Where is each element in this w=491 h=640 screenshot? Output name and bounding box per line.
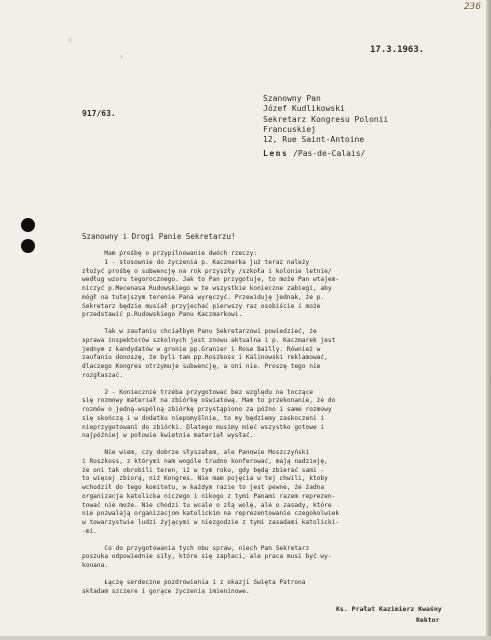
body-line: -mi.	[82, 527, 97, 535]
body-line: Co do przygotowania tych obu spraw, niech Pan Sekretarz	[82, 544, 310, 552]
punch-hole	[21, 239, 35, 253]
recipient-city: Lens	[263, 149, 289, 159]
body-line: Łączę serdeczne pozdrowienia i z okazji Święta Patrona	[82, 578, 306, 586]
body-paragraph	[82, 389, 480, 442]
paragraph-gap	[82, 320, 480, 328]
page-edge-bottom	[0, 636, 491, 640]
recipient-line: 12, Rue Saint-Antoine	[263, 135, 365, 145]
body-paragraph	[82, 545, 480, 571]
paragraph-gap	[82, 381, 480, 389]
paragraph-gap	[82, 537, 480, 545]
page-edge	[486, 0, 491, 640]
body-line: organizacja katolicka niczego i nikogo z tymi Panami razem reprezen-	[82, 492, 336, 500]
recipient-line: Francuskiej	[263, 124, 316, 134]
signature-role: Rektor	[416, 616, 440, 624]
body-line: 1 - stosownie do życzenia p. Kaczmarka już teraz należy	[82, 258, 310, 266]
body-paragraph	[82, 449, 480, 537]
signature-name: Ks. Prałat Kazimierz Kwaśny	[336, 605, 442, 613]
body-line: wchodził do tego komitetu, w każdym razie to jest pewne, że żadna	[82, 484, 325, 491]
body-line: to więcej zbiorą, niż Kongres. Nie mam pojęcia w tej chwili, ktoby	[82, 475, 328, 483]
signature-block	[336, 604, 442, 626]
body-line: Tak w zaufaniu chciałbym Panu Sekretarzowi powiedzieć, że	[82, 328, 317, 335]
body-line: Mam prośbę o przypilnowanie dwóch rzeczy:	[82, 250, 258, 257]
reference-number: 917/63.	[82, 109, 116, 118]
body-line: i Roszkoss, z którymi nam wogóle trudno konferować, mają nadzieję,	[82, 457, 328, 465]
salutation: Szanowny i Drogi Panie Sekretarzu!	[82, 232, 236, 241]
paragraph-gap	[82, 571, 480, 579]
paragraph-gap	[82, 441, 480, 449]
recipient-line: Józef Kudlikowski	[263, 104, 345, 114]
letter-body	[82, 250, 480, 596]
paper-speck	[68, 38, 72, 42]
body-line: jednym z kandydatów w gronie pp.Granier i Rose Bailly. Również w	[82, 345, 321, 353]
body-line: poszuka odpowiednie siły, które się zapłaci, ale praca musi być wy-	[82, 553, 332, 561]
punch-hole	[21, 218, 35, 232]
recipient-line: Szanowny Pan	[263, 94, 321, 103]
body-line: składam szczere i gorące życzenia imieninowe.	[82, 587, 250, 595]
body-line: się rozmowy materiał na zbiórkę oświatową. Mam to przekonanie, że do	[82, 397, 336, 405]
body-line: się skończą i w dodatku niepomyślnie, to my będziemy zaskoczeni i	[82, 414, 325, 422]
recipient-address	[263, 94, 388, 160]
body-paragraph	[82, 250, 480, 320]
recipient-city-line	[263, 149, 388, 159]
body-line: przedstawić p.Rudowskiego Panu Kaczmarkowi.	[82, 311, 243, 319]
body-line: mógł na tutejszym terenie Pana wyręczyć. Przewiduję jednak, że p.	[82, 293, 325, 301]
recipient-line: Sekretarz Kongresu Polonii	[263, 114, 389, 124]
body-line: według wzoru tegorocznego. Jak to Pan przygotuje, to może Pan wtajem-	[82, 276, 340, 284]
body-line: rozgłaszać.	[82, 371, 123, 379]
body-line: rozmów o jedną-wspólną zbiórkę przystąpiono za późno i same rozmowy	[82, 406, 332, 413]
body-line: konana.	[82, 562, 109, 569]
body-line: dlaczego Kongres otrzymuje subwencję, a oni nie. Proszę tego nie	[82, 363, 321, 370]
letter-date: 17.3.1963.	[370, 45, 425, 55]
paper-speck	[120, 55, 123, 58]
body-line: złożyć prośbę o subwencję na rok przyszły /szkoła i kolonie letnie/	[82, 267, 332, 275]
body-line: sprawa inspektorów szkolnych jest znowu aktualna i p. Kaczmarek jest	[82, 336, 336, 344]
body-line: nie pozwalają organizacjom katolickim na reprezentowanie czegokolwiek	[82, 510, 340, 518]
body-line: że oni tak obrobili teren, iż w tym roku, gdy będą zbierać sami -	[82, 466, 325, 474]
body-line: w towarzystwie ludzi żyjącymi w niezgodzie z tymi zasadami katolicki-	[82, 519, 340, 526]
recipient-department: /Pas-de-Calais/	[293, 149, 366, 159]
body-line: tować nie może. Nie chodzi tu wcale o złą wolę, ale o zasady, które	[82, 501, 332, 509]
archive-page-number: 236	[463, 2, 481, 12]
body-line: zaufaniu donoszę, że byli tam pp.Roszkoss i Kalinowski reklamować,	[82, 354, 328, 362]
body-line: Nie wiem, czy dobrze słyszałem, ale Panowie Moszczyński	[82, 449, 310, 456]
body-line: Sekretarz będzie musiał przyjechać pierwszy raz osobiście i może	[82, 302, 321, 310]
body-line: najpóźniej w połowie kwietnia materiał wysłać.	[82, 432, 254, 440]
body-line: niczyć p.Mecenasa Rudowskiego w te wszystkie konieczne zabiegi, aby	[82, 285, 332, 292]
body-line: nieprzygotowani do zbiórki. Dlatego musimy mieć wszystko gotowe i	[82, 423, 325, 431]
body-paragraph	[82, 579, 480, 597]
body-paragraph	[82, 328, 480, 381]
body-line: 2 - Koniecznie trzeba przygotować bez względu na toczące	[82, 388, 313, 396]
